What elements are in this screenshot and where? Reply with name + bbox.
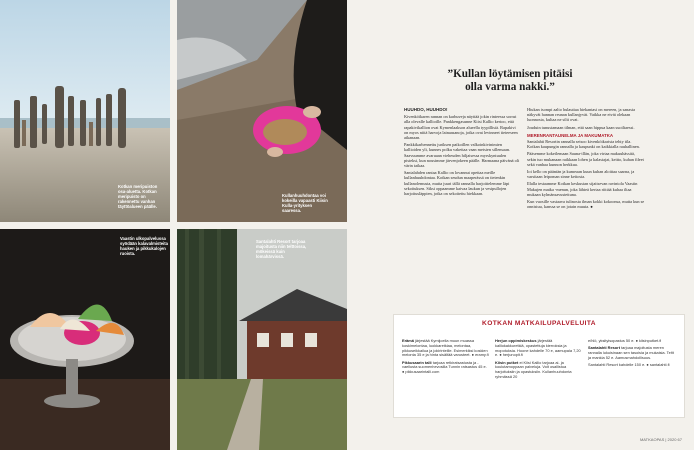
service-name: Herjun oppimiskeskus: [495, 338, 537, 343]
service-name: Erämä: [402, 338, 414, 343]
body-paragraph: Pääsemme kokeilemaan Sauna-illän, joka virtaa makuuhässitä, sekin tuo mukanaan raikkaan lohen ja kalastajat, keitto, kuhan fileet sekä vanhaa kunnon herkkua.: [527, 151, 644, 167]
photo-food: [0, 229, 170, 450]
photo-food-art: [0, 229, 170, 450]
service-text: Santalahti Resort kahdelle 150 e. ● santalahti.fi: [588, 362, 670, 368]
services-box-title: KOTKAN MATKAILUPALVELUITA: [482, 320, 596, 327]
article-headline: ”Kullan löytämisen pitäisi olla varma nakki.”: [447, 68, 573, 93]
service-entry: [495, 339, 583, 358]
lead-heading: HUUHDO, HUUHDO!: [404, 107, 448, 112]
section-subheading: MERENRANTAUNELMA JA MAKUMATKA: [527, 132, 614, 138]
services-box: [393, 314, 685, 418]
photo-gold-panning-art: [177, 0, 347, 222]
photo-gold-panning: [177, 0, 347, 222]
body-paragraph: Kivenköikaren rannan on karhuveja näyttää jokin rinteessa sorrut alla olevalle kallioille. Pankkengasunne Kiisi Kallio kertoo, että rapakivikallion ovat Kymenlaakson alueella tyypillisiä. Rapakivi on myos niitä harvoja lainaasanoja, jotka ovat levinneet tieteeseen aikanaan.: [404, 114, 518, 141]
page-footer: MATKAOPAS | 2020 67: [639, 437, 682, 442]
body-paragraph: Pankkikarhennettu juriksen paikoillen valkoinkivinimien kallioiden yli, kunnes polku vakettaa vaan metsien sillensaan. Saavuumme avaruaan vieheuden hiljaisessa myrskyntuulen pisteksi, kun nousimme järvenjokeen päälle. Harmaana päivänä oli värin taikaa.: [404, 142, 520, 169]
service-text: e/hlö, yksityisopastus 50 e. ● kiisinputket.fi: [588, 338, 662, 343]
service-text: tarjoaa retkiratsastusta ja -vaellusta suomenhevosilla Tunnin ratsastus 45 e. ● pikkusaarintalli.com: [402, 359, 487, 375]
service-entry: [588, 346, 676, 360]
caption-resort: Santalahti Resort tarjoaa majoitusta niin telttoissa, mökeissä kuin lomahärvissä.: [256, 239, 307, 259]
body-paragraph: Kun vuosille vastaava tulinosta ilman kokki kokoonsa, mutta kun se onnistuu, kanssa se on jotain muuta. ●: [527, 199, 645, 210]
services-column-2: [495, 339, 583, 382]
service-text: ei Kiisi Kallio tarjoaa ai- ja koulutamoppaan palveluja. Voit osallistua harjoituksiin ja opastuksiin. Kullanhuuhdonta ryhmässä 20: [495, 359, 572, 380]
caption-food: Vaastin ulkopalvelussa syödään kalavalmisteita hauken ja pikkukalojen ruoista.: [120, 236, 168, 256]
service-name: Kiisin putket: [495, 359, 519, 365]
service-entry: [402, 339, 490, 358]
caption-sculptures: Kotkan meripuiston osa-aluetta. Kotkan meripuisto on rakennettu vanhan täyttöalueen päälle.: [118, 184, 158, 209]
body-column-left: [404, 107, 520, 198]
body-paragraph: Santalahti Resortin rannalla seisoo kivenköikarista tehty tila. Kotkan kaupungin rannalla ja kaupunki on kaikkialla rauhallinen.: [527, 139, 640, 150]
caption-gold-panning: Kullanhuuhdontaa voi kokeilla vapaasti Kiisin Kulla-yrityksen saaressa.: [282, 193, 328, 213]
body-paragraph: Hiukan isompi aalto hulauttaa hiekantasi on mereen, ja sanasta näkyvät hannan reunan kullanjyvät. Vaikka ne eivät olekaan luonnosta, kultaa ne silti ovat.: [527, 107, 635, 123]
services-column-1: [402, 339, 490, 378]
service-entry: [495, 361, 583, 380]
service-entry: [588, 363, 676, 368]
service-text: tarjoaa majoitusta meren rannalla lukuisinaan sen tasoisia ja mukaisia. Teltt ja mankia 52 e. Aamusmahdollisuus.: [588, 345, 674, 360]
service-text: järjestää kalliokakkuretkiä, opastettuja kierroksia ja mopotuksia. Hoone kahdelle 70 e, aamupala 7,20 e. ● herjunopit.fi: [495, 338, 581, 358]
body-column-right: [527, 107, 645, 211]
body-paragraph: Ioi kello on pääntän ja kumeaan kuun kuhan aloittaa saarna, ja varsitaan leipoman sinne keitosta.: [527, 169, 635, 180]
body-paragraph: Santalahden rantaa Kallio on lovannut opettaa meille kullanhuuhdontaa. Kotkan seudun maaperässä on tietenkin kullanolemusta, mutta juuri tällä rannalla harjoittelemme läpi sekoituksen. Siksi oppaamme kaivaa laukun ja vesipullojen harjoitusläppien, jotka on sekoitettu hiekkaan.: [404, 170, 510, 197]
service-entry: [588, 339, 676, 344]
service-entry: [402, 361, 490, 375]
services-column-3: [588, 339, 676, 370]
photo-resort: [177, 229, 347, 450]
service-name: Santalahti Resort: [588, 345, 620, 351]
service-name: Pikkusaarin talli: [402, 359, 432, 365]
photo-resort-art: [177, 229, 347, 450]
service-text: järjestää Kymijoella muun muassa koskimelontaa, luokkaretkiaa, melontaa, pikkuseikkailua ja jokirinteille. Esimerkiksi koskien melonta 35 e ja hinta sisältää varusteet. ● eramy.fi: [402, 338, 489, 358]
body-paragraph: Jouduin tunustamaan tilman, että saan hippua kaan suoiltaessi.: [527, 124, 635, 130]
body-paragraph: Illalla testaamme Kotkan keskustan sijaitsevan ravintola Vaastin Makujen matka -menun, joka lähteä kertaa riittää kuhaa iltaa mukaan kylmänsavustettuna.: [527, 181, 638, 197]
